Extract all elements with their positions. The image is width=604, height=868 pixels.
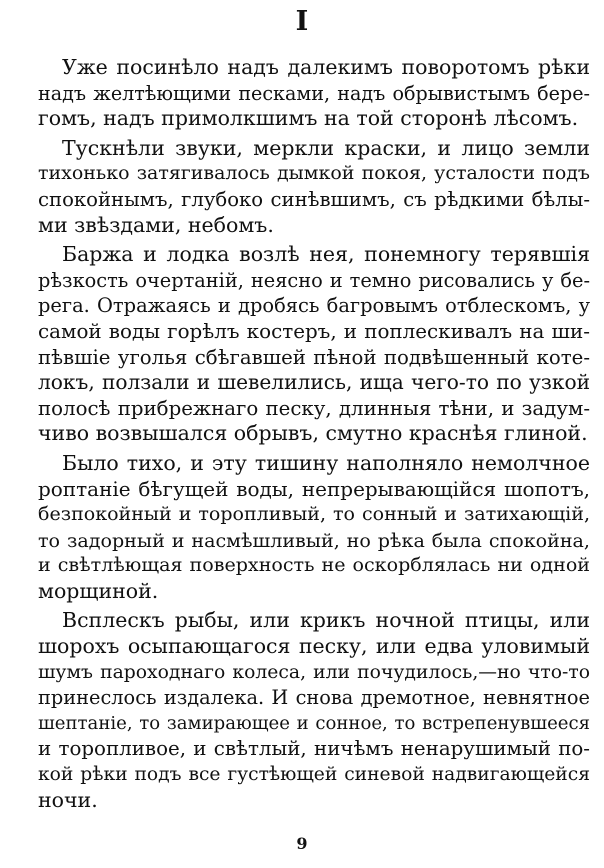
text-line: чиво возвышался обрывъ, смутно краснѣя глиной. bbox=[38, 421, 588, 446]
page-number: 9 bbox=[296, 834, 308, 853]
paragraph bbox=[38, 136, 590, 238]
paragraph bbox=[38, 55, 590, 132]
text-line: шептаніе, то замирающее и сонное, то встрепенувшееся bbox=[38, 712, 590, 734]
text-line: шорохъ осыпающагося песку, или едва уловимый bbox=[38, 634, 590, 659]
text-line: гомъ, надъ примолкшимъ на той сторонѣ лѣсомъ. bbox=[38, 106, 579, 131]
text-line: безпокойный и торопливый, то сонный и затихающій, bbox=[38, 503, 590, 526]
text-line: ми звѣздами, небомъ. bbox=[38, 212, 274, 237]
text-line: морщиной. bbox=[38, 578, 159, 603]
text-line: и торопливое, и свѣтлый, ничѣмъ ненарушимый по- bbox=[38, 737, 590, 761]
paragraph bbox=[38, 608, 590, 813]
text-line: спокойнымъ, глубоко синѣвшимъ, съ рѣдкими бѣлы- bbox=[38, 187, 590, 211]
text-line: самой воды горѣлъ костеръ, и поплескивалъ на ши- bbox=[38, 319, 590, 343]
text-line: принеслось издалека. И снова дремотное, невнятное bbox=[38, 686, 590, 710]
text-line: кой рѣки подъ все густѣющей синевой надвигающейся bbox=[38, 764, 590, 786]
text-line: то задорный и насмѣшливый, но рѣка была спокойна, bbox=[38, 528, 590, 552]
text-line: Всплескъ рыбы, или крикъ ночной птицы, или bbox=[62, 608, 590, 633]
text-line: Было тихо, и эту тишину наполняло немолчное bbox=[62, 450, 590, 475]
paragraph bbox=[38, 451, 590, 605]
text-line: рега. Отражаясь и дробясь багровымъ отблескомъ, у bbox=[38, 294, 590, 318]
text-line: Тускнѣли звуки, меркли краски, и лицо земли bbox=[62, 135, 590, 160]
chapter-number: I bbox=[295, 6, 309, 37]
text-line: Баржа и лодка возлѣ нея, понемногу терявшія bbox=[62, 242, 590, 267]
text-line: надъ желтѣющими песками, надъ обрывистымъ бере- bbox=[38, 81, 590, 105]
text-line: Уже посинѣло надъ далекимъ поворотомъ рѣки bbox=[62, 55, 590, 79]
body-text bbox=[38, 55, 590, 817]
text-line: тихонько затягивалось дымкой покоя, усталости подъ bbox=[38, 162, 590, 185]
text-line: пѣвшіе уголья сбѣгавшей пѣной подвѣшенный коте- bbox=[38, 345, 590, 369]
text-line: ночи. bbox=[38, 787, 98, 812]
text-line: рѣзкость очертаній, неясно и темно рисовались у бе- bbox=[38, 268, 590, 292]
text-line: локъ, ползали и шевелились, ища чего-то по узкой bbox=[38, 370, 590, 395]
text-line: роптаніе бѣгущей воды, непрерывающійся шопотъ, bbox=[38, 476, 590, 501]
text-line: и свѣтлѣющая поверхность не оскорблялась ни одной bbox=[38, 554, 590, 577]
paragraph bbox=[38, 242, 590, 447]
text-line: полосѣ прибрежнаго песку, длинныя тѣни, и задум- bbox=[38, 396, 590, 420]
text-line: шумъ пароходнаго колеса, или почудилось,—но что-то bbox=[38, 661, 590, 683]
